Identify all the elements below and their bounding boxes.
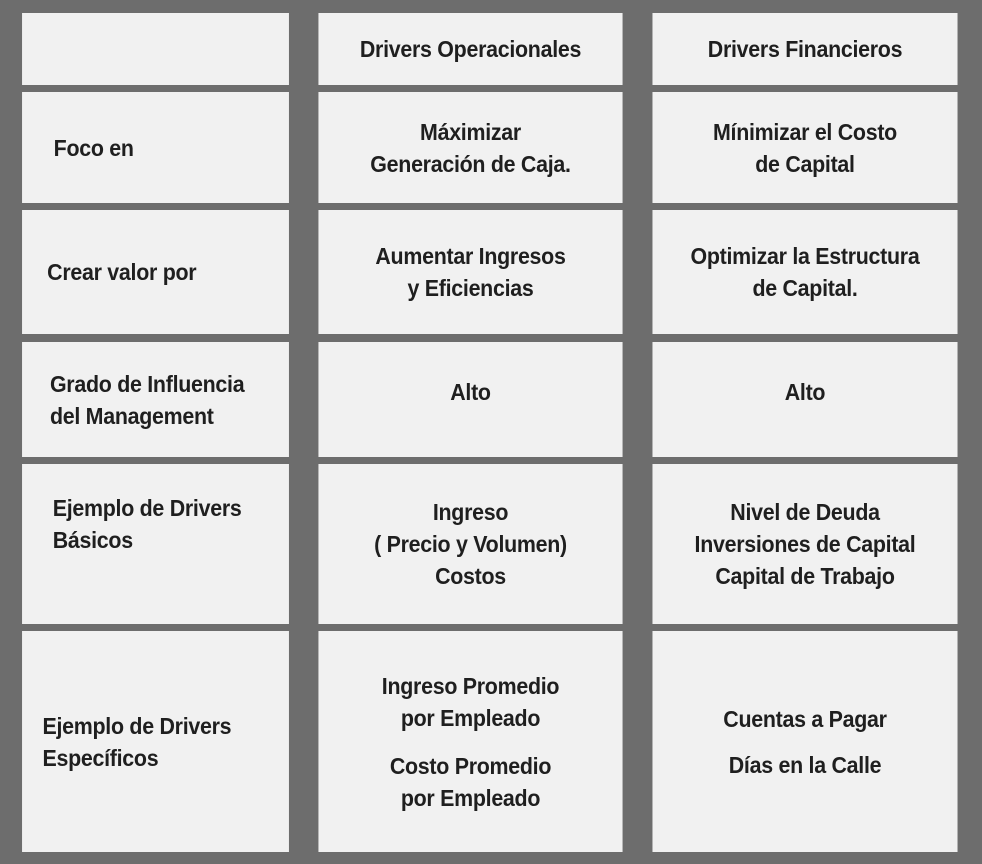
- cell-crear-valor-operacionales: [318, 210, 622, 334]
- cell-text: Cuentas a Pagar: [723, 705, 887, 732]
- cell-text: Costos: [435, 563, 506, 589]
- cell-text: Mínimizar el Costo: [713, 118, 897, 145]
- cell-text: de Capital: [755, 150, 855, 177]
- cell-text: Capital de Trabajo: [715, 563, 895, 589]
- row-label-text: Crear valor por: [47, 259, 197, 285]
- cell-grado-financieros: [652, 342, 957, 457]
- cell-text: Alto: [784, 379, 826, 405]
- cell-especificos-operacionales: [318, 631, 622, 852]
- cell-text: Inversiones de Capital: [694, 531, 916, 557]
- header-label: Drivers Financieros: [707, 36, 903, 62]
- row-label-text: Grado de Influencia: [49, 370, 245, 397]
- cell-text: Nivel de Deuda: [730, 499, 880, 525]
- row-label-drivers-basicos: [22, 464, 289, 624]
- cell-crear-valor-financieros: [652, 210, 957, 334]
- cell-text: Máximizar: [420, 118, 521, 145]
- row-label-grado-influencia: [22, 342, 289, 457]
- row-label-text: Ejemplo de Drivers: [52, 495, 242, 521]
- row-label-text: Foco en: [53, 134, 134, 161]
- cell-text: Días en la Calle: [728, 751, 882, 778]
- cell-basicos-financieros: [652, 464, 957, 624]
- cell-basicos-operacionales: [318, 464, 622, 624]
- row-label-crear-valor: [22, 210, 289, 334]
- cell-text: ( Precio y Volumen): [374, 531, 567, 557]
- cell-foco-financieros: [652, 92, 957, 203]
- header-label: Drivers Operacionales: [359, 36, 582, 62]
- cell-text: Aumentar Ingresos: [375, 243, 566, 269]
- cell-text: de Capital.: [752, 275, 858, 301]
- header-drivers-operacionales: [318, 13, 622, 85]
- cell-text: por Empleado: [400, 784, 541, 811]
- cell-text: Ingreso: [432, 499, 509, 525]
- row-label-text: Específicos: [42, 744, 159, 771]
- row-label-text: Ejemplo de Drivers: [42, 712, 232, 739]
- cell-text: Generación de Caja.: [370, 150, 571, 177]
- cell-text: Alto: [450, 379, 491, 405]
- cell-grado-operacionales: [318, 342, 622, 457]
- cell-especificos-financieros: [652, 631, 957, 852]
- row-label-text: del Management: [49, 402, 214, 429]
- cell-foco-operacionales: [318, 92, 622, 203]
- row-label-foco-en: [22, 92, 289, 203]
- row-label-text: Básicos: [52, 527, 133, 553]
- cell-text: Costo Promedio: [389, 752, 552, 779]
- cell-text: por Empleado: [400, 704, 541, 731]
- cell-text: Optimizar la Estructura: [690, 243, 920, 269]
- header-drivers-financieros: [652, 13, 957, 85]
- cell-text: y Eficiencias: [407, 275, 534, 301]
- table-corner-cell: [22, 13, 289, 85]
- cell-text: Ingreso Promedio: [381, 672, 560, 699]
- row-label-drivers-especificos: [22, 631, 289, 852]
